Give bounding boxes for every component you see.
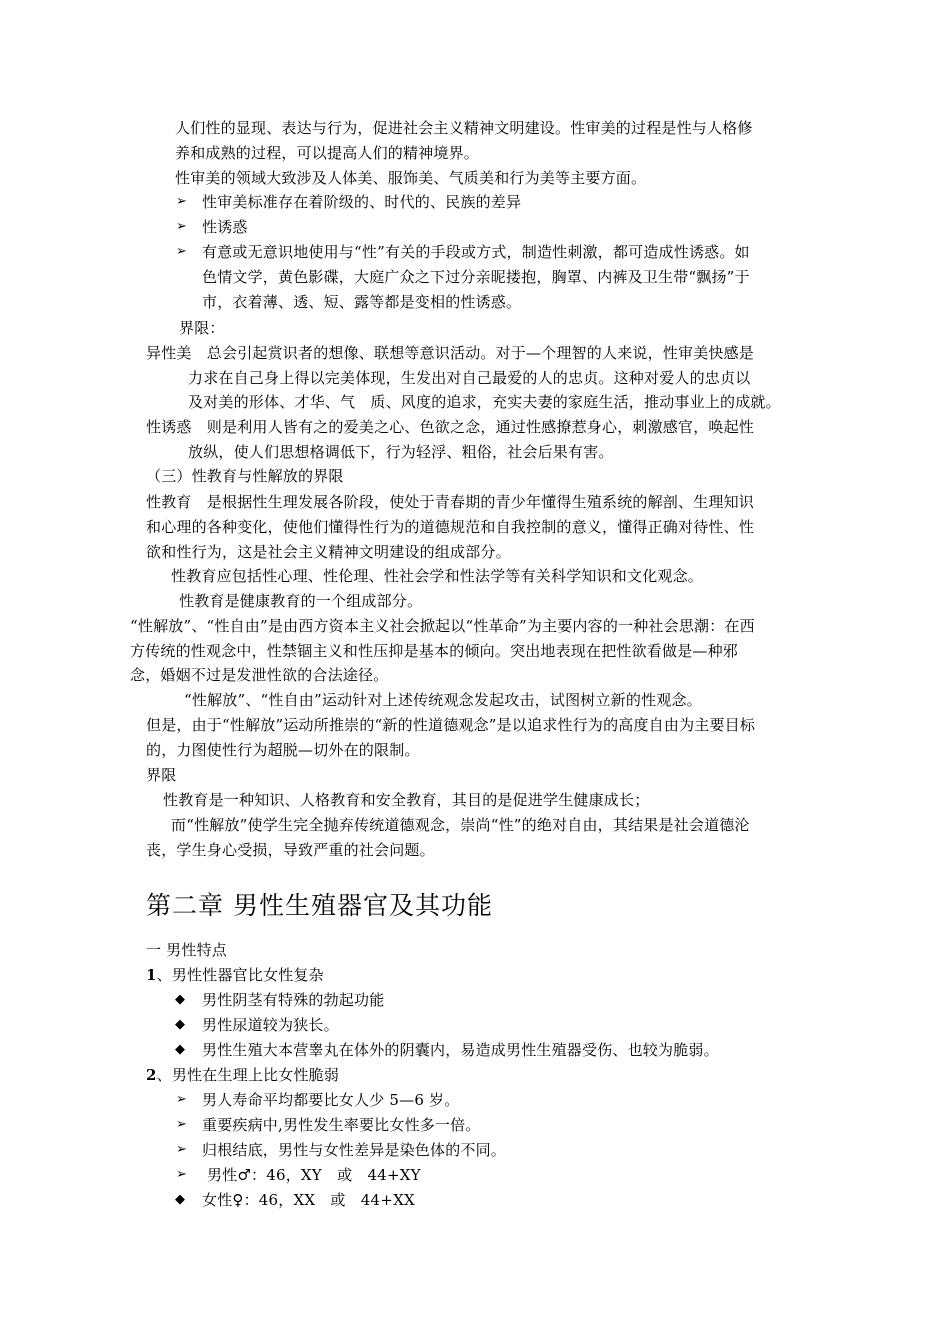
bullet-text: 男性尿道较为狭长。 [202, 1016, 339, 1034]
section-heading: （三）性教育与性解放的界限 [146, 467, 344, 485]
item-text: 、男性在生理上比女性脆弱 [156, 1066, 340, 1084]
bullet-text: 重要疾病中,男性发生率要比女性多一倍。 [202, 1116, 481, 1134]
diamond-bullet-icon: ◆ [175, 1192, 185, 1207]
arrow-bullet-icon: ➢ [176, 219, 187, 234]
chapter-title: 第二章 男性生殖器官及其功能 [146, 891, 493, 920]
item-number: 1 [146, 966, 157, 984]
bullet-text: 性诱惑 [202, 218, 248, 236]
paragraph-line: 念，婚姻不过是发泄性欲的合法途径。 [130, 666, 389, 684]
section-heading: 一 男性特点 [146, 941, 227, 959]
diamond-bullet-icon: ◆ [175, 1017, 185, 1032]
bullet-text: 色情文学，黄色影碟，大庭广众之下过分亲昵搂抱，胸罩、内裤及卫生带“飘扬”于 [202, 268, 750, 286]
paragraph-line: 养和成熟的过程，可以提高人们的精神境界。 [175, 144, 480, 162]
arrow-bullet-icon: ➢ [176, 1142, 187, 1157]
paragraph-line: “性解放”、“性自由”运动针对上述传统观念发起攻击，试图树立新的性观念。 [184, 691, 702, 709]
paragraph-line: 及对美的形体、才华、气 质、风度的追求，充实夫妻的家庭生活，推动事业上的成就。 [188, 393, 781, 411]
bullet-text: 男性生殖大本营睾丸在体外的阴囊内，易造成男性生殖器受伤、也较为脆弱。 [202, 1041, 719, 1059]
bullet-text: 市，衣着薄、透、短、露等都是变相的性诱惑。 [202, 293, 522, 311]
arrow-bullet-icon: ➢ [176, 194, 187, 209]
bullet-text: 归根结底，男性与女性差异是染色体的不同。 [202, 1141, 507, 1159]
diamond-bullet-icon: ◆ [175, 992, 185, 1007]
paragraph-line: 欲和性行为，这是社会主义精神文明建设的组成部分。 [146, 543, 511, 561]
item-number: 2 [146, 1066, 157, 1084]
item-text: 、男性性器官比女性复杂 [156, 966, 324, 984]
paragraph-line: 性诱惑 则是利用人皆有之的爱美之心、色欲之念，通过性感撩惹身心，刺激感官，唤起性 [146, 418, 755, 436]
paragraph-line: 和心理的各种变化，使他们懂得性行为的道德规范和自我控制的意义，懂得正确对待性、性 [146, 518, 755, 536]
paragraph-line: 方传统的性观念中，性禁锢主义和性压抑是基本的倾向。突出地表现在把性欲看做是—种邪 [130, 642, 739, 660]
numbered-item [146, 965, 324, 985]
numbered-item [146, 1065, 339, 1085]
boundary-label: 界限 [146, 766, 177, 784]
paragraph-line: 性教育是一种知识、人格教育和安全教育，其目的是促进学生健康成长； [163, 791, 650, 809]
paragraph-line: 性教育 是根据性生理发展各阶段，使处于青春期的青少年懂得生殖系统的解剖、生理知识 [146, 493, 755, 511]
bullet-text: 男性阴茎有特殊的勃起功能 [202, 991, 385, 1009]
paragraph-line: 但是，由于“性解放”运动所推崇的“新的性道德观念”是以追求性行为的高度自由为主要目标 [146, 716, 756, 734]
paragraph-line: 性教育应包括性心理、性伦理、性社会学和性法学等有关科学知识和文化观念。 [171, 567, 704, 585]
arrow-bullet-icon: ➢ [176, 1167, 187, 1182]
bullet-text: 性审美标准存在着阶级的、时代的、民族的差异 [202, 193, 522, 211]
bullet-text: 男人寿命平均都要比女人少 5—6 岁。 [202, 1091, 460, 1109]
paragraph-line: 力求在自己身上得以完美体现，生发出对自己最爱的人的忠贞。这种对爱人的忠贞以 [188, 369, 751, 387]
bullet-text: 男性♂：46，XY 或 44+XY [202, 1166, 421, 1184]
paragraph-line: 丧，学生身心受损，导致严重的社会问题。 [146, 841, 435, 859]
boundary-label: 界限： [179, 319, 225, 337]
bullet-text: 女性♀：46，XX 或 44+XX [202, 1191, 415, 1209]
paragraph-line: 的，力图使性行为超脱—切外在的限制。 [146, 741, 420, 759]
paragraph-line: 放纵，使人们思想格调低下，行为轻浮、粗俗，社会后果有害。 [188, 443, 614, 461]
arrow-bullet-icon: ➢ [176, 244, 187, 259]
paragraph-line: 而“性解放”使学生完全抛弃传统道德观念，崇尚“性”的绝对自由，其结果是社会道德沦 [171, 816, 750, 834]
paragraph-line: “性解放”、“性自由”是由西方资本主义社会掀起以“性革命”为主要内容的一种社会思潮：在西 [130, 617, 755, 635]
paragraph-line: 人们性的显现、表达与行为，促进社会主义精神文明建设。性审美的过程是性与人格修 [175, 119, 753, 137]
paragraph-line: 性教育是健康教育的一个组成部分。 [179, 592, 423, 610]
arrow-bullet-icon: ➢ [176, 1092, 187, 1107]
arrow-bullet-icon: ➢ [176, 1117, 187, 1132]
diamond-bullet-icon: ◆ [175, 1042, 185, 1057]
paragraph-line: 异性美 总会引起赏识者的想像、联想等意识活动。对于—个理智的人来说，性审美快感是 [146, 344, 755, 362]
bullet-text: 有意或无意识地使用与“性”有关的手段或方式，制造性刺激，都可造成性诱惑。如 [202, 243, 750, 261]
paragraph-line: 性审美的领域大致涉及人体美、服饰美、气质美和行为美等主要方面。 [175, 169, 647, 187]
